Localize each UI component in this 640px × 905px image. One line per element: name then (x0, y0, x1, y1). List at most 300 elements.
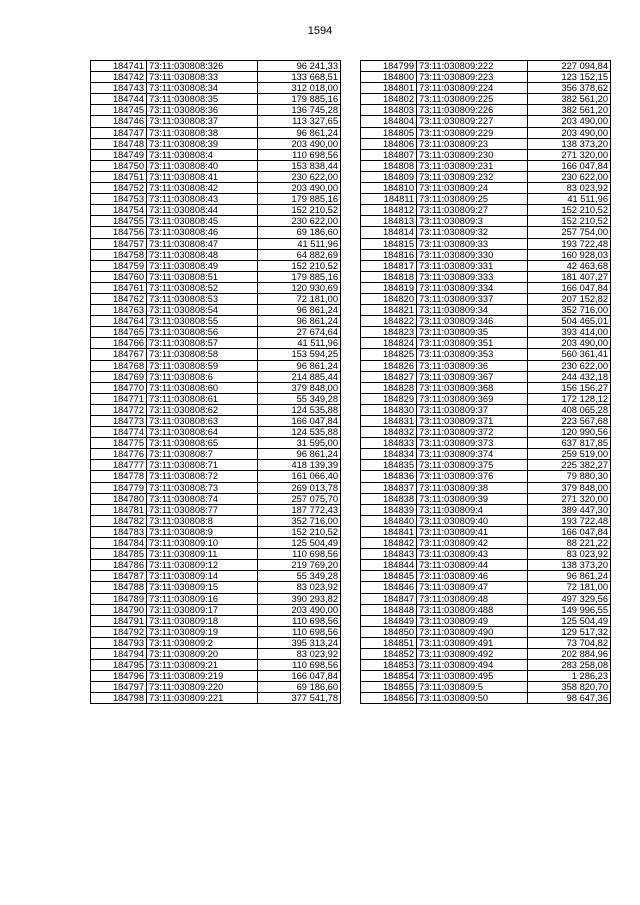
table-row (361, 493, 611, 504)
table-row (91, 404, 341, 415)
cadastral-number-cell: 73:11:030809:230 (417, 149, 528, 160)
record-number-cell: 184851 (361, 637, 417, 648)
cadastral-number-cell: 73:11:030809:44 (417, 560, 528, 571)
cadastral-number-cell: 73:11:030809:375 (417, 460, 528, 471)
cadastral-value-cell: 227 094,84 (528, 61, 611, 72)
cadastral-number-cell: 73:11:030809:38 (417, 482, 528, 493)
cadastral-number-cell: 73:11:030808:77 (147, 504, 258, 515)
cadastral-value-cell: 96 861,24 (258, 316, 341, 327)
record-number-cell: 184778 (91, 471, 147, 482)
cadastral-value-cell: 96 861,24 (258, 127, 341, 138)
record-number-cell: 184809 (361, 171, 417, 182)
cadastral-number-cell: 73:11:030809:222 (417, 61, 528, 72)
table-row (91, 349, 341, 360)
record-number-cell: 184814 (361, 227, 417, 238)
cadastral-number-cell: 73:11:030808:326 (147, 61, 258, 72)
cadastral-number-cell: 73:11:030808:61 (147, 393, 258, 404)
record-number-cell: 184822 (361, 316, 417, 327)
cadastral-value-cell: 72 181,00 (258, 293, 341, 304)
table-row (361, 271, 611, 282)
cadastral-value-cell: 166 047,84 (258, 671, 341, 682)
record-number-cell: 184854 (361, 671, 417, 682)
table-row (91, 515, 341, 526)
record-number-cell: 184834 (361, 449, 417, 460)
record-number-cell: 184849 (361, 615, 417, 626)
table-row (361, 160, 611, 171)
cadastral-value-cell: 203 490,00 (258, 604, 341, 615)
cadastral-table-right (360, 60, 611, 704)
cadastral-value-cell: 390 293,82 (258, 593, 341, 604)
cadastral-number-cell: 73:11:030808:7 (147, 449, 258, 460)
cadastral-value-cell: 408 065,28 (528, 404, 611, 415)
table-row (361, 371, 611, 382)
cadastral-number-cell: 73:11:030809:376 (417, 471, 528, 482)
record-number-cell: 184843 (361, 549, 417, 560)
cadastral-number-cell: 73:11:030809:19 (147, 626, 258, 637)
cadastral-number-cell: 73:11:030808:72 (147, 471, 258, 482)
table-row (361, 227, 611, 238)
table-row (361, 293, 611, 304)
table-row (91, 582, 341, 593)
cadastral-number-cell: 73:11:030809:367 (417, 371, 528, 382)
table-row (361, 593, 611, 604)
table-row (91, 427, 341, 438)
cadastral-number-cell: 73:11:030808:59 (147, 360, 258, 371)
cadastral-value-cell: 166 047,84 (528, 282, 611, 293)
record-number-cell: 184818 (361, 271, 417, 282)
cadastral-number-cell: 73:11:030808:4 (147, 149, 258, 160)
cadastral-number-cell: 73:11:030809:49 (417, 615, 528, 626)
cadastral-value-cell: 27 674,64 (258, 327, 341, 338)
cadastral-value-cell: 138 373,20 (528, 560, 611, 571)
record-number-cell: 184781 (91, 504, 147, 515)
cadastral-value-cell: 166 047,84 (528, 526, 611, 537)
record-number-cell: 184827 (361, 371, 417, 382)
record-number-cell: 184754 (91, 205, 147, 216)
cadastral-number-cell: 73:11:030809:333 (417, 271, 528, 282)
table-row (361, 238, 611, 249)
record-number-cell: 184812 (361, 205, 417, 216)
cadastral-value-cell: 202 884,96 (528, 648, 611, 659)
record-number-cell: 184782 (91, 515, 147, 526)
cadastral-number-cell: 73:11:030808:9 (147, 526, 258, 537)
record-number-cell: 184806 (361, 138, 417, 149)
table-row (361, 194, 611, 205)
cadastral-value-cell: 393 414,00 (528, 327, 611, 338)
cadastral-number-cell: 73:11:030809:369 (417, 393, 528, 404)
table-row (91, 138, 341, 149)
record-number-cell: 184795 (91, 660, 147, 671)
table-row (91, 72, 341, 83)
cadastral-number-cell: 73:11:030809:23 (417, 138, 528, 149)
cadastral-value-cell: 504 465,01 (528, 316, 611, 327)
cadastral-value-cell: 230 622,00 (528, 360, 611, 371)
table-row (91, 105, 341, 116)
table-row (361, 427, 611, 438)
cadastral-number-cell: 73:11:030809:43 (417, 549, 528, 560)
record-number-cell: 184846 (361, 582, 417, 593)
cadastral-value-cell: 259 519,00 (528, 449, 611, 460)
cadastral-number-cell: 73:11:030809:25 (417, 194, 528, 205)
cadastral-value-cell: 181 407,27 (528, 271, 611, 282)
table-row (91, 549, 341, 560)
cadastral-number-cell: 73:11:030809:220 (147, 682, 258, 693)
table-row (91, 682, 341, 693)
cadastral-number-cell: 73:11:030809:374 (417, 449, 528, 460)
record-number-cell: 184845 (361, 571, 417, 582)
cadastral-number-cell: 73:11:030809:32 (417, 227, 528, 238)
cadastral-number-cell: 73:11:030809:495 (417, 671, 528, 682)
cadastral-value-cell: 382 561,20 (528, 105, 611, 116)
table-row (361, 349, 611, 360)
cadastral-number-cell: 73:11:030808:57 (147, 338, 258, 349)
table-row (91, 526, 341, 537)
record-number-cell: 184759 (91, 260, 147, 271)
record-number-cell: 184789 (91, 593, 147, 604)
record-number-cell: 184848 (361, 604, 417, 615)
cadastral-value-cell: 230 622,00 (258, 216, 341, 227)
table-row (361, 216, 611, 227)
cadastral-value-cell: 187 772,43 (258, 504, 341, 515)
table-row (91, 149, 341, 160)
table-row (91, 648, 341, 659)
record-number-cell: 184771 (91, 393, 147, 404)
table-row (91, 116, 341, 127)
cadastral-value-cell: 96 861,24 (258, 449, 341, 460)
record-number-cell: 184803 (361, 105, 417, 116)
cadastral-number-cell: 73:11:030808:63 (147, 416, 258, 427)
cadastral-number-cell: 73:11:030809:14 (147, 571, 258, 582)
cadastral-value-cell: 96 241,33 (258, 61, 341, 72)
cadastral-number-cell: 73:11:030809:353 (417, 349, 528, 360)
table-row (91, 416, 341, 427)
cadastral-number-cell: 73:11:030808:8 (147, 515, 258, 526)
cadastral-number-cell: 73:11:030808:38 (147, 127, 258, 138)
record-number-cell: 184837 (361, 482, 417, 493)
cadastral-value-cell: 79 880,30 (528, 471, 611, 482)
record-number-cell: 184798 (91, 693, 147, 704)
cadastral-value-cell: 96 861,24 (258, 305, 341, 316)
record-number-cell: 184784 (91, 538, 147, 549)
record-number-cell: 184788 (91, 582, 147, 593)
cadastral-value-cell: 160 928,03 (528, 249, 611, 260)
record-number-cell: 184832 (361, 427, 417, 438)
cadastral-number-cell: 73:11:030809:27 (417, 205, 528, 216)
record-number-cell: 184761 (91, 282, 147, 293)
table-row (91, 216, 341, 227)
cadastral-value-cell: 83 023,92 (258, 582, 341, 593)
record-number-cell: 184756 (91, 227, 147, 238)
record-number-cell: 184785 (91, 549, 147, 560)
cadastral-value-cell: 31 595,00 (258, 438, 341, 449)
cadastral-number-cell: 73:11:030809:17 (147, 604, 258, 615)
record-number-cell: 184826 (361, 360, 417, 371)
cadastral-number-cell: 73:11:030808:43 (147, 194, 258, 205)
cadastral-number-cell: 73:11:030809:346 (417, 316, 528, 327)
record-number-cell: 184753 (91, 194, 147, 205)
record-number-cell: 184748 (91, 138, 147, 149)
cadastral-value-cell: 42 463,68 (528, 260, 611, 271)
record-number-cell: 184747 (91, 127, 147, 138)
table-row (361, 626, 611, 637)
cadastral-value-cell: 69 186,60 (258, 227, 341, 238)
cadastral-value-cell: 219 769,20 (258, 560, 341, 571)
cadastral-number-cell: 73:11:030808:71 (147, 460, 258, 471)
cadastral-number-cell: 73:11:030808:39 (147, 138, 258, 149)
cadastral-number-cell: 73:11:030809:46 (417, 571, 528, 582)
record-number-cell: 184741 (91, 61, 147, 72)
table-row (361, 327, 611, 338)
table-row (91, 626, 341, 637)
table-row (91, 604, 341, 615)
table-row (91, 271, 341, 282)
record-number-cell: 184792 (91, 626, 147, 637)
table-row (361, 571, 611, 582)
cadastral-number-cell: 73:11:030809:229 (417, 127, 528, 138)
cadastral-number-cell: 73:11:030809:372 (417, 427, 528, 438)
cadastral-value-cell: 110 698,56 (258, 615, 341, 626)
cadastral-value-cell: 560 361,41 (528, 349, 611, 360)
record-number-cell: 184769 (91, 371, 147, 382)
cadastral-value-cell: 395 313,24 (258, 637, 341, 648)
record-number-cell: 184853 (361, 660, 417, 671)
table-row (91, 293, 341, 304)
cadastral-number-cell: 73:11:030809:35 (417, 327, 528, 338)
table-row (361, 504, 611, 515)
table-row (361, 360, 611, 371)
record-number-cell: 184743 (91, 83, 147, 94)
cadastral-number-cell: 73:11:030809:24 (417, 183, 528, 194)
cadastral-number-cell: 73:11:030809:11 (147, 549, 258, 560)
cadastral-number-cell: 73:11:030809:4 (417, 504, 528, 515)
table-row (91, 316, 341, 327)
table-row (91, 637, 341, 648)
cadastral-number-cell: 73:11:030808:48 (147, 249, 258, 260)
table-row (361, 305, 611, 316)
record-number-cell: 184821 (361, 305, 417, 316)
cadastral-number-cell: 73:11:030808:46 (147, 227, 258, 238)
cadastral-value-cell: 257 075,70 (258, 493, 341, 504)
cadastral-value-cell: 153 594,25 (258, 349, 341, 360)
cadastral-value-cell: 113 327,65 (258, 116, 341, 127)
record-number-cell: 184829 (361, 393, 417, 404)
cadastral-value-cell: 382 561,20 (528, 94, 611, 105)
cadastral-number-cell: 73:11:030809:47 (417, 582, 528, 593)
cadastral-value-cell: 377 541,78 (258, 693, 341, 704)
table-row (91, 61, 341, 72)
record-number-cell: 184796 (91, 671, 147, 682)
cadastral-value-cell: 153 838,44 (258, 160, 341, 171)
cadastral-value-cell: 110 698,56 (258, 626, 341, 637)
cadastral-value-cell: 83 023,92 (528, 549, 611, 560)
cadastral-number-cell: 73:11:030809:10 (147, 538, 258, 549)
table-row (91, 205, 341, 216)
record-number-cell: 184801 (361, 83, 417, 94)
table-row (361, 205, 611, 216)
cadastral-number-cell: 73:11:030808:58 (147, 349, 258, 360)
record-number-cell: 184811 (361, 194, 417, 205)
record-number-cell: 184819 (361, 282, 417, 293)
record-number-cell: 184835 (361, 460, 417, 471)
cadastral-number-cell: 73:11:030809:37 (417, 404, 528, 415)
table-row (361, 648, 611, 659)
cadastral-number-cell: 73:11:030809:490 (417, 626, 528, 637)
cadastral-value-cell: 98 647,36 (528, 693, 611, 704)
cadastral-value-cell: 41 511,96 (258, 338, 341, 349)
cadastral-value-cell: 55 349,28 (258, 393, 341, 404)
record-number-cell: 184813 (361, 216, 417, 227)
record-number-cell: 184786 (91, 560, 147, 571)
cadastral-number-cell: 73:11:030808:33 (147, 72, 258, 83)
cadastral-number-cell: 73:11:030809:20 (147, 648, 258, 659)
cadastral-number-cell: 73:11:030809:50 (417, 693, 528, 704)
record-number-cell: 184810 (361, 183, 417, 194)
record-number-cell: 184807 (361, 149, 417, 160)
cadastral-value-cell: 172 128,12 (528, 393, 611, 404)
table-row (91, 393, 341, 404)
cadastral-number-cell: 73:11:030809:368 (417, 382, 528, 393)
cadastral-value-cell: 110 698,56 (258, 549, 341, 560)
table-row (91, 460, 341, 471)
table-row (361, 127, 611, 138)
record-number-cell: 184850 (361, 626, 417, 637)
table-row (361, 671, 611, 682)
cadastral-number-cell: 73:11:030808:74 (147, 493, 258, 504)
record-number-cell: 184830 (361, 404, 417, 415)
cadastral-value-cell: 110 698,56 (258, 660, 341, 671)
cadastral-value-cell: 356 378,62 (528, 83, 611, 94)
cadastral-number-cell: 73:11:030808:41 (147, 171, 258, 182)
record-number-cell: 184802 (361, 94, 417, 105)
record-number-cell: 184773 (91, 416, 147, 427)
cadastral-number-cell: 73:11:030808:54 (147, 305, 258, 316)
table-row (361, 549, 611, 560)
cadastral-number-cell: 73:11:030808:52 (147, 282, 258, 293)
cadastral-value-cell: 125 504,49 (258, 538, 341, 549)
table-row (361, 83, 611, 94)
cadastral-value-cell: 214 885,44 (258, 371, 341, 382)
record-number-cell: 184750 (91, 160, 147, 171)
cadastral-number-cell: 73:11:030809:5 (417, 682, 528, 693)
record-number-cell: 184770 (91, 382, 147, 393)
cadastral-value-cell: 230 622,00 (528, 171, 611, 182)
table-row (361, 471, 611, 482)
cadastral-value-cell: 225 382,27 (528, 460, 611, 471)
cadastral-number-cell: 73:11:030808:51 (147, 271, 258, 282)
cadastral-number-cell: 73:11:030809:492 (417, 648, 528, 659)
cadastral-value-cell: 69 186,60 (258, 682, 341, 693)
table-row (361, 582, 611, 593)
cadastral-number-cell: 73:11:030809:224 (417, 83, 528, 94)
record-number-cell: 184817 (361, 260, 417, 271)
cadastral-value-cell: 193 722,48 (528, 238, 611, 249)
cadastral-number-cell: 73:11:030809:371 (417, 416, 528, 427)
cadastral-value-cell: 96 861,24 (258, 360, 341, 371)
table-row (361, 338, 611, 349)
table-row (361, 138, 611, 149)
table-row (361, 416, 611, 427)
cadastral-number-cell: 73:11:030809:232 (417, 171, 528, 182)
table-row (361, 449, 611, 460)
cadastral-value-cell: 203 490,00 (528, 338, 611, 349)
cadastral-table-left (90, 60, 341, 704)
record-number-cell: 184799 (361, 61, 417, 72)
table-row (361, 116, 611, 127)
cadastral-value-cell: 41 511,96 (528, 194, 611, 205)
cadastral-value-cell: 152 210,52 (528, 216, 611, 227)
record-number-cell: 184783 (91, 526, 147, 537)
table-row (361, 183, 611, 194)
cadastral-number-cell: 73:11:030808:73 (147, 482, 258, 493)
cadastral-value-cell: 379 848,00 (528, 482, 611, 493)
cadastral-value-cell: 88 221,22 (528, 538, 611, 549)
record-number-cell: 184751 (91, 171, 147, 182)
table-row (91, 171, 341, 182)
record-number-cell: 184742 (91, 72, 147, 83)
record-number-cell: 184757 (91, 238, 147, 249)
cadastral-value-cell: 64 882,69 (258, 249, 341, 260)
table-row (91, 660, 341, 671)
cadastral-value-cell: 152 210,52 (528, 205, 611, 216)
cadastral-number-cell: 73:11:030809:36 (417, 360, 528, 371)
cadastral-value-cell: 203 490,00 (258, 138, 341, 149)
cadastral-number-cell: 73:11:030809:225 (417, 94, 528, 105)
cadastral-value-cell: 152 210,52 (258, 205, 341, 216)
cadastral-value-cell: 497 329,56 (528, 593, 611, 604)
cadastral-value-cell: 271 320,00 (528, 149, 611, 160)
cadastral-value-cell: 110 698,56 (258, 149, 341, 160)
record-number-cell: 184764 (91, 316, 147, 327)
table-row (361, 393, 611, 404)
table-row (361, 660, 611, 671)
table-row (361, 460, 611, 471)
table-row (361, 637, 611, 648)
record-number-cell: 184777 (91, 460, 147, 471)
record-number-cell: 184842 (361, 538, 417, 549)
table-row (91, 382, 341, 393)
record-number-cell: 184744 (91, 94, 147, 105)
table-row (361, 526, 611, 537)
cadastral-number-cell: 73:11:030808:37 (147, 116, 258, 127)
cadastral-number-cell: 73:11:030809:42 (417, 538, 528, 549)
cadastral-value-cell: 83 023,92 (528, 183, 611, 194)
cadastral-number-cell: 73:11:030809:330 (417, 249, 528, 260)
cadastral-number-cell: 73:11:030808:56 (147, 327, 258, 338)
table-row (91, 693, 341, 704)
record-number-cell: 184833 (361, 438, 417, 449)
record-number-cell: 184766 (91, 338, 147, 349)
table-row (91, 571, 341, 582)
table-row (361, 94, 611, 105)
cadastral-value-cell: 203 490,00 (528, 116, 611, 127)
table-row (91, 560, 341, 571)
cadastral-number-cell: 73:11:030808:40 (147, 160, 258, 171)
cadastral-number-cell: 73:11:030809:226 (417, 105, 528, 116)
cadastral-number-cell: 73:11:030809:34 (417, 305, 528, 316)
record-number-cell: 184855 (361, 682, 417, 693)
cadastral-value-cell: 123 152,15 (528, 72, 611, 83)
table-row (361, 105, 611, 116)
record-number-cell: 184838 (361, 493, 417, 504)
cadastral-number-cell: 73:11:030809:40 (417, 515, 528, 526)
record-number-cell: 184779 (91, 482, 147, 493)
cadastral-number-cell: 73:11:030809:491 (417, 637, 528, 648)
cadastral-number-cell: 73:11:030808:55 (147, 316, 258, 327)
cadastral-value-cell: 73 704,82 (528, 637, 611, 648)
cadastral-number-cell: 73:11:030809:331 (417, 260, 528, 271)
record-number-cell: 184749 (91, 149, 147, 160)
cadastral-number-cell: 73:11:030809:48 (417, 593, 528, 604)
